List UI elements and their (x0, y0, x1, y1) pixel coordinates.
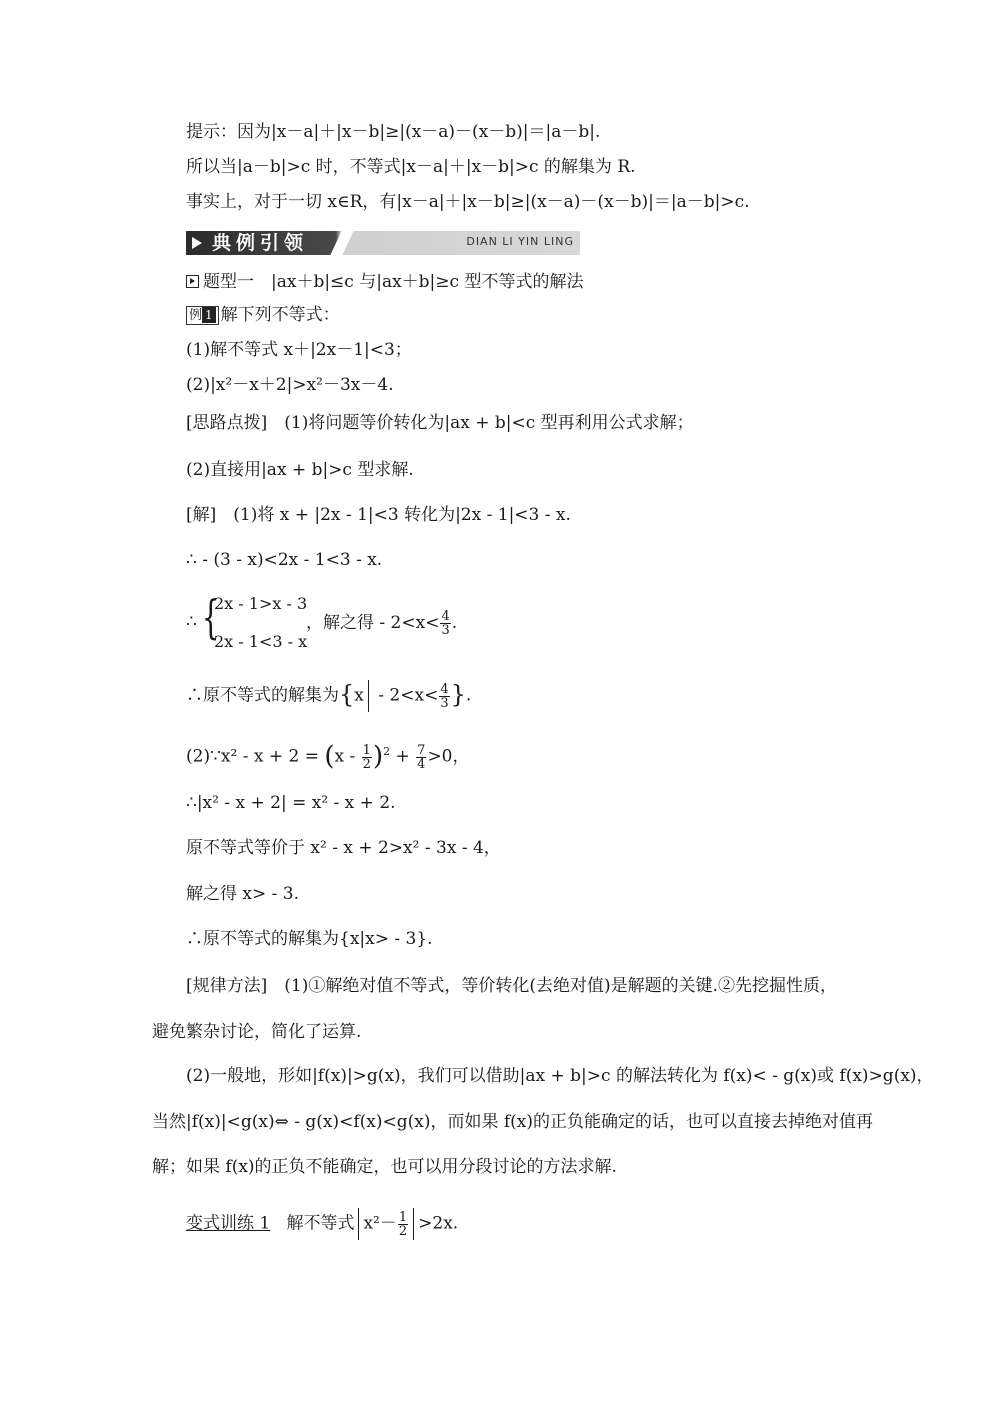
solution-step-1: [解] (1)将 x + |2x - 1|<3 转化为|2x - 1|<3 - x. (186, 505, 571, 525)
section-banner (186, 228, 580, 258)
system-solution-text: ，解之得 - 2<x< (306, 613, 440, 633)
method-line-4: 当然|f(x)|<g(x)⇔ - g(x)<f(x)<g(x)，而如果 f(x)的正负能确定的话，也可以直接去掉绝对值再 (152, 1112, 874, 1132)
solution-step-2: ∴ - (3 - x)<2x - 1<3 - x. (186, 550, 383, 570)
fraction-one-half (362, 744, 372, 771)
system-prefix: ∴ (186, 612, 197, 632)
method-line-3: (2)一般地，形如|f(x)|>g(x)，我们可以借助|ax + b|>c 的解法转化为 f(x)< - g(x)或 f(x)>g(x)， (186, 1066, 934, 1086)
close-paren: ) (372, 741, 384, 772)
type-heading (186, 270, 583, 294)
fraction-denominator: 4 (417, 756, 426, 772)
fraction-numerator: 1 (398, 1209, 408, 1225)
example-question-2: (2)|x²－x＋2|>x²－3x－4. (186, 375, 394, 395)
cs-prefix: (2)∵x² - x + 2 = (186, 746, 325, 767)
cs-inner: x - (334, 746, 361, 767)
open-paren: ( (324, 741, 335, 772)
practice-line (186, 1208, 458, 1240)
solution-set-line (186, 680, 471, 712)
type-heading-text: 题型一 |ax＋b|≤c 与|ax＋b|≥c 型不等式的解法 (203, 272, 584, 292)
system-solution (306, 610, 457, 637)
example-label (186, 306, 219, 325)
fraction-denominator: 3 (441, 623, 450, 638)
example-question-1: (1)解不等式 x＋|2x－1|<3； (186, 340, 412, 360)
hint-line-3: 事实上，对于一切 x∈R，有|x－a|＋|x－b|≥|(x－a)－(x－b)|＝|a－b|>c. (186, 192, 750, 212)
fraction-denominator: 2 (362, 756, 371, 772)
set-open-brace: { (339, 680, 355, 709)
fraction-denominator: 3 (440, 695, 449, 711)
completing-square-line (186, 740, 470, 771)
practice-expr: x²－ (363, 1213, 397, 1234)
banner-pinyin: DIAN LI YIN LING (466, 235, 574, 248)
solution-step-9: ∴原不等式的解集为{x|x> - 3}. (186, 929, 433, 949)
solution-step-6: ∴|x² - x + 2| = x² - x + 2. (186, 793, 396, 813)
hint-line-2: 所以当|a－b|>c 时，不等式|x－a|＋|x－b|>c 的解集为 R. (186, 157, 636, 177)
fraction-numerator: 7 (417, 742, 426, 758)
analysis-line-2: (2)直接用|ax + b|>c 型求解. (186, 460, 414, 480)
example-number: 1 (202, 307, 216, 323)
fraction-four-thirds-2 (439, 683, 449, 710)
system-line-2: 2x - 1<3 - x (214, 632, 308, 651)
system-line-1: 2x - 1>x - 3 (214, 594, 308, 613)
square-exponent: 2 (383, 745, 391, 758)
solution-step-8: 解之得 x> - 3. (186, 884, 300, 904)
set-close-brace: } (450, 680, 466, 709)
method-line-1: [规律方法] (1)①解绝对值不等式，等价转化(去绝对值)是解题的关键.②先挖掘性质， (186, 976, 838, 996)
practice-suffix: >2x. (418, 1213, 459, 1234)
fraction-seven-fourths (416, 744, 426, 771)
fraction-four-thirds (440, 610, 450, 637)
abs-bar-right (413, 1208, 414, 1240)
play-square-icon (186, 275, 199, 288)
fraction-denominator: 2 (398, 1223, 408, 1239)
period: . (465, 685, 472, 706)
left-brace: { (201, 590, 220, 644)
fraction-one-half-practice (398, 1211, 408, 1238)
period: . (451, 613, 458, 633)
banner-title: 典例引领 (212, 232, 309, 254)
set-variable: x (354, 685, 364, 706)
set-condition: - 2<x< (372, 685, 439, 706)
practice-text: 解不等式 (286, 1213, 355, 1234)
abs-bar-left (358, 1208, 359, 1240)
example-prompt-line (186, 303, 340, 327)
play-triangle-icon (192, 237, 202, 249)
example-prompt: 解下列不等式： (220, 305, 340, 325)
method-line-5: 解；如果 f(x)的正负不能确定，也可以用分段讨论的方法求解. (152, 1157, 617, 1177)
solution-set-prefix: ∴原不等式的解集为 (186, 685, 339, 706)
method-line-2: 避免繁杂讨论，简化了运算. (152, 1022, 362, 1042)
cs-suffix: >0， (427, 746, 470, 767)
example-label-text: 例 (189, 308, 203, 323)
practice-label: 变式训练 1 (186, 1213, 271, 1234)
set-divider (368, 680, 369, 712)
fraction-numerator: 1 (362, 742, 371, 758)
fraction-numerator: 4 (440, 681, 449, 697)
hint-line-1: 提示：因为|x－a|＋|x－b|≥|(x－a)－(x－b)|＝|a－b|. (186, 122, 601, 142)
cs-plus: + (390, 746, 416, 767)
solution-step-7: 原不等式等价于 x² - x + 2>x² - 3x - 4， (186, 838, 501, 858)
fraction-numerator: 4 (441, 609, 450, 624)
analysis-line-1: [思路点拨] (1)将问题等价转化为|ax + b|<c 型再利用公式求解； (186, 413, 694, 433)
